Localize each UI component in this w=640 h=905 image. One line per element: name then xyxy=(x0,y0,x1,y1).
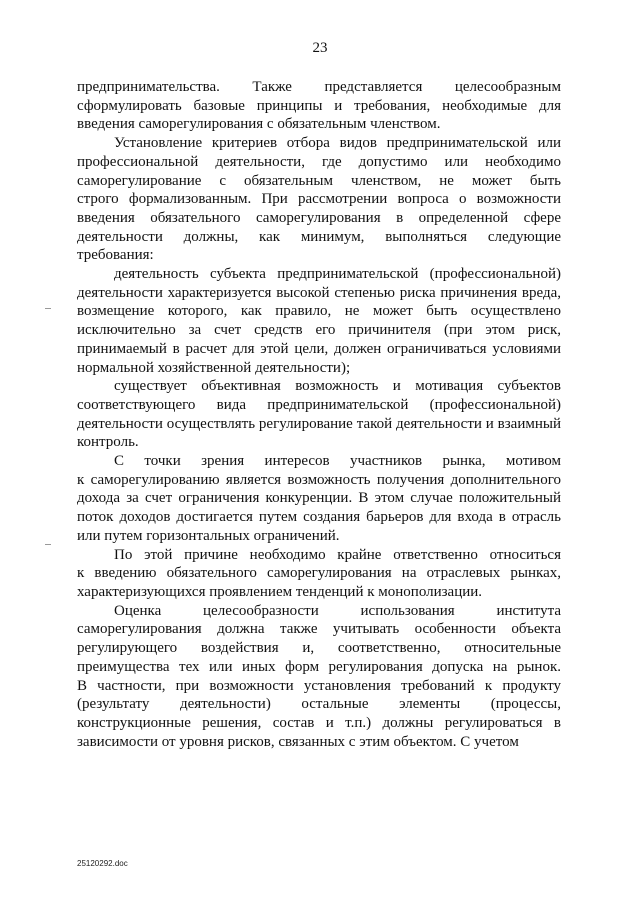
text-line: деятельности осуществлять регулирование такой деятельности и взаимный xyxy=(77,415,561,432)
text-line: принимаемый в расчет для этой цели, должен ограничиваться условиями xyxy=(77,340,561,357)
paragraph xyxy=(77,602,561,752)
text-line: соответствующего вида предпринимательской (профессиональной) xyxy=(77,396,561,413)
document-body xyxy=(77,78,561,751)
text-line: В частности, при возможности установления требований к продукту xyxy=(77,677,561,694)
text-line: характеризующихся проявлением тенденций к монополизации. xyxy=(77,583,483,600)
text-line: По этой причине необходимо крайне ответственно относиться xyxy=(114,546,561,563)
text-line: поток доходов достигается путем создания барьеров для входа в отрасль xyxy=(77,509,561,526)
text-line: введения обязательного саморегулирования в определенной сфере xyxy=(77,209,561,226)
text-line: или путем горизонтальных ограничений. xyxy=(77,527,340,544)
text-line: (результату деятельности) остальные элементы (процессы, xyxy=(77,696,561,713)
text-line: Оценка целесообразности использования института xyxy=(114,602,561,619)
margin-mark xyxy=(45,308,51,309)
paragraph xyxy=(77,377,561,452)
text-line: введения саморегулирования с обязательным членством. xyxy=(77,116,441,133)
text-line: деятельности характеризуется высокой степенью риска причинения вреда, xyxy=(77,284,561,301)
text-line: профессиональной деятельности, где допустимо или необходимо xyxy=(77,153,561,170)
text-line: дохода за счет ограничения конкуренции. В этом случае положительный xyxy=(77,490,561,507)
text-line: требования: xyxy=(77,247,154,264)
paragraph xyxy=(77,452,561,546)
text-line: к саморегулированию является возможность получения дополнительного xyxy=(77,471,561,488)
text-line: саморегулирование с обязательным членством, не может быть xyxy=(77,172,561,189)
text-line: исключительно за счет средств его причинителя (при этом риск, xyxy=(77,322,561,339)
text-line: С точки зрения интересов участников рынка, мотивом xyxy=(114,453,561,470)
file-name-footer: 25120292.doc xyxy=(77,859,128,868)
text-line: саморегулирования должна также учитывать особенности объекта xyxy=(77,621,561,638)
text-line: деятельности должны, как минимум, выполняться следующие xyxy=(77,228,561,245)
paragraph xyxy=(77,546,561,602)
text-line: конструкционные решения, состав и т.п.) должны регулироваться в xyxy=(77,714,561,731)
text-line: возмещение которого, как правило, не может быть осуществлено xyxy=(77,303,561,320)
text-line: к введению обязательного саморегулирования на отраслевых рынках, xyxy=(77,565,561,582)
text-line: существует объективная возможность и мотивация субъектов xyxy=(114,378,561,395)
text-line: преимущества тех или иных форм регулирования допуска на рынок. xyxy=(77,658,561,675)
text-line: контроль. xyxy=(77,434,139,451)
text-line: предпринимательства. Также представляется целесообразным xyxy=(77,79,561,95)
paragraph xyxy=(77,265,561,377)
text-line: Установление критериев отбора видов предпринимательской или xyxy=(114,135,561,152)
page-number: 23 xyxy=(312,40,328,56)
text-line: строго формализованным. При рассмотрении вопроса о возможности xyxy=(77,191,561,208)
margin-mark xyxy=(45,544,51,545)
text-line: зависимости от уровня рисков, связанных с этим объектом. С учетом xyxy=(77,733,519,750)
text-line: сформулировать базовые принципы и требования, необходимые для xyxy=(77,97,561,114)
text-line: нормальной хозяйственной деятельности); xyxy=(77,359,351,376)
paragraph xyxy=(77,78,561,134)
text-line: деятельность субъекта предпринимательской (профессиональной) xyxy=(114,266,561,283)
paragraph xyxy=(77,134,561,265)
text-line: регулирующего воздействия и, соответственно, относительные xyxy=(77,640,561,657)
